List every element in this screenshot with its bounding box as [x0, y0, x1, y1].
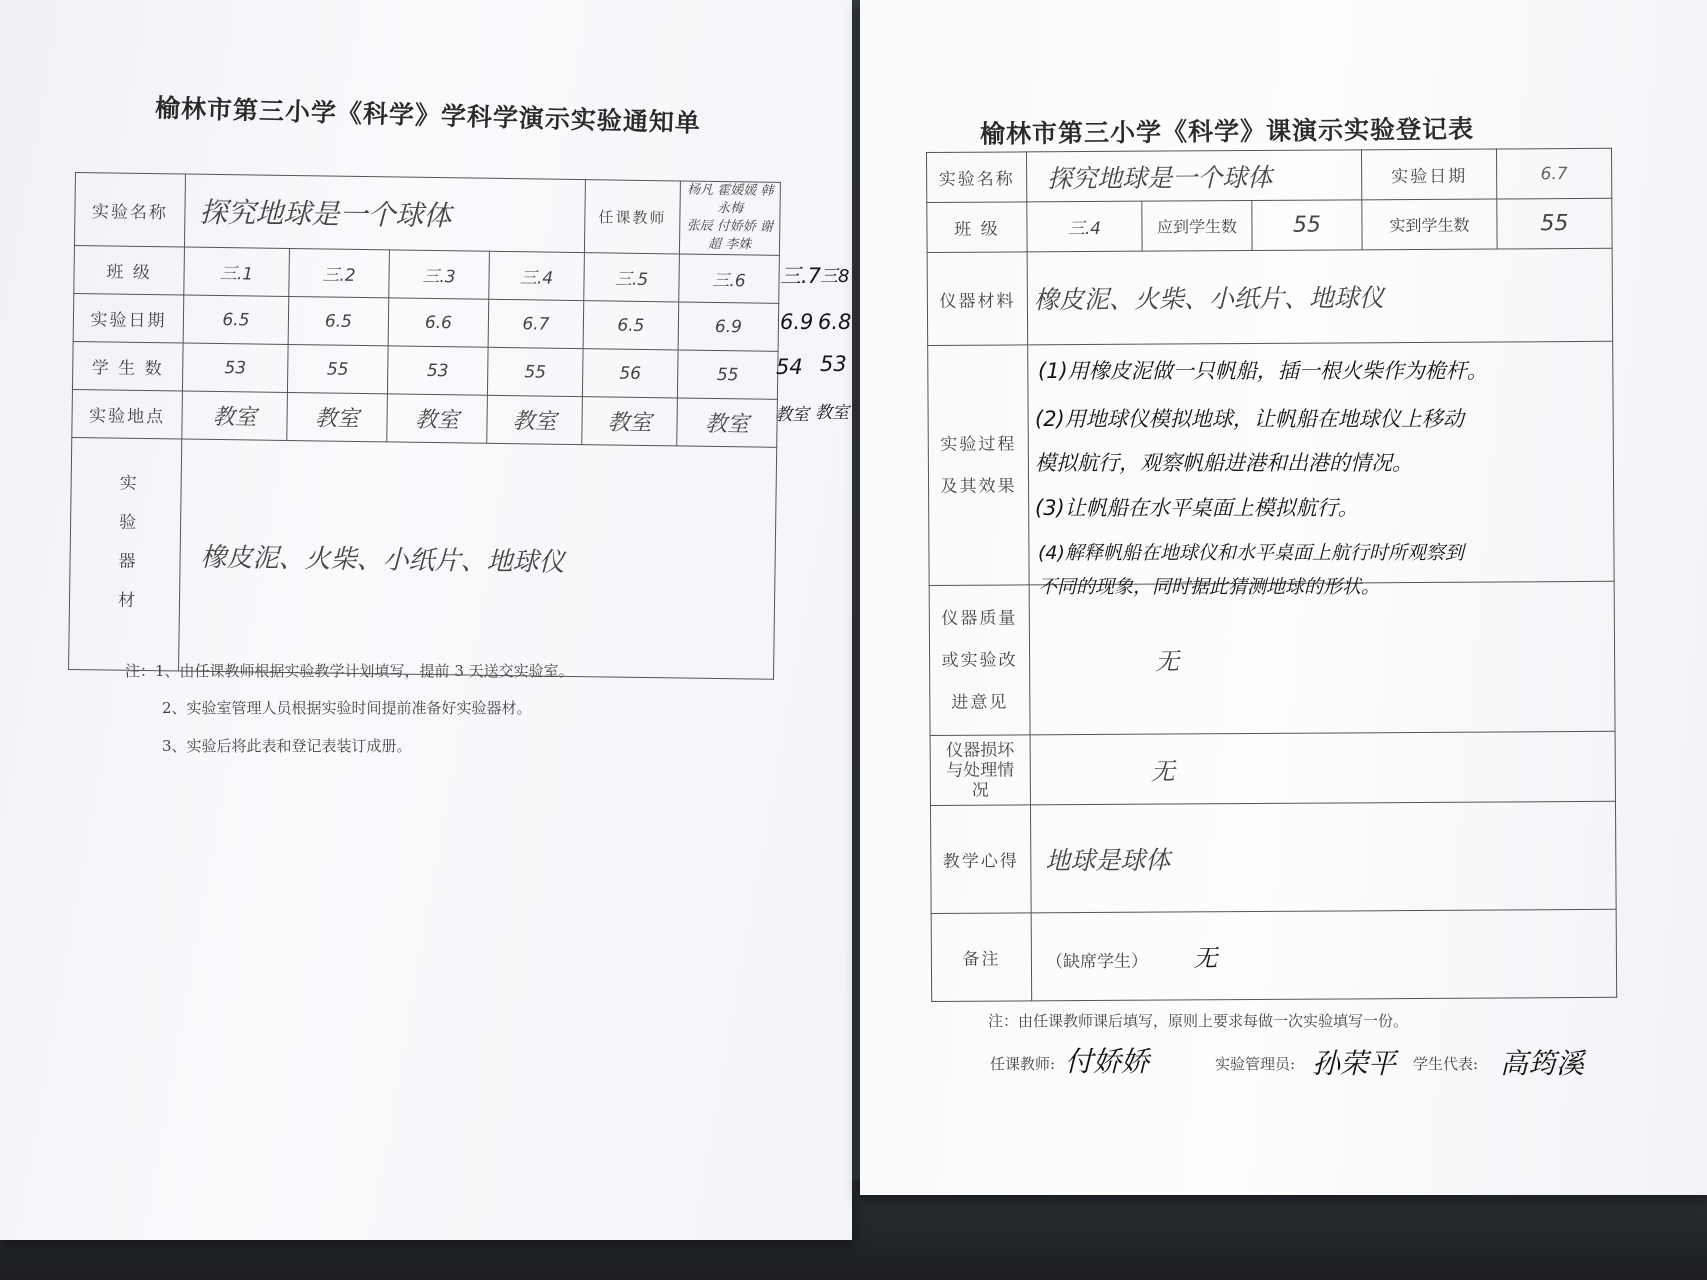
class-cell: 三.5: [584, 253, 680, 302]
experiment-name-value: 探究地球是一个球体: [184, 174, 585, 253]
label-students: 学 生 数: [72, 341, 183, 391]
label-process-line1: 实验过程: [940, 433, 1017, 455]
class-value: 三.6: [712, 270, 746, 292]
process-line-3: 模拟航行，观察帆船进港和出港的情况。: [1035, 451, 1413, 475]
place-cell: 教室: [287, 392, 388, 441]
place-cell: 教室: [487, 395, 583, 444]
class-cell: 三.2: [289, 249, 390, 298]
label-reflection: 教学心得: [930, 805, 1031, 914]
extra-class-7: 三.7: [780, 264, 822, 288]
students-cell: 53: [387, 346, 488, 395]
rep-sign-label: 学生代表:: [1413, 1055, 1479, 1073]
extra-class-8: 三8: [820, 266, 850, 287]
class-cell: 三.1: [184, 247, 290, 296]
damage-value: 无: [1030, 731, 1615, 805]
label-expected: 应到学生数: [1142, 201, 1252, 252]
extra-students-8: 53: [820, 352, 847, 376]
registration-footnote: 注：由任课教师课后填写，原则上要求每做一次实验填写一份。: [988, 1012, 1409, 1030]
notification-title: 榆林市第三小学《科学》学科学演示实验通知单: [154, 93, 702, 138]
process-line-5: (4)解释帆船在地球仪和水平桌面上航行时所观察到: [1038, 542, 1464, 564]
label-class: 班 级: [927, 202, 1027, 253]
label-equipment-cell: [69, 437, 182, 671]
teacher-names-line2: 张辰 付娇娇 谢超 李姝: [686, 218, 774, 253]
label-class: 班 级: [74, 245, 185, 295]
extra-date-8: 6.8: [818, 310, 852, 334]
date-cell: 6.6: [388, 298, 489, 347]
process-line-6: 不同的现象，同时据此猜测地球的形状。: [1038, 576, 1381, 598]
label-damage-cell: [930, 735, 1030, 806]
experiment-name-value: 探究地球是一个球体: [1027, 150, 1362, 202]
registration-title: 榆林市第三小学《科学》课演示实验登记表: [979, 114, 1475, 149]
label-experiment-name: 实验名称: [927, 152, 1027, 203]
label-process-cell: [928, 345, 1029, 586]
process-line-1: (1)用橡皮泥做一只帆船，插一根火柴作为桅杆。: [1038, 359, 1488, 383]
label-quality-cell: [929, 585, 1030, 736]
teacher-names-line1: 杨凡 霍媛媛 韩永梅: [687, 182, 774, 217]
class-cell: [679, 254, 780, 303]
label-process-line2: 及其效果: [940, 475, 1017, 497]
registration-sheet: [860, 0, 1707, 1195]
label-experiment-name: 实验名称: [74, 173, 185, 248]
admin-sign-label: 实验管理员:: [1215, 1055, 1296, 1073]
label-date: 实验日期: [1362, 149, 1497, 200]
reflection-value: 地球是球体: [1030, 801, 1616, 913]
place-cell: 教室: [582, 397, 678, 446]
label-teacher: 任课教师: [584, 180, 680, 254]
label-place: 实验地点: [72, 389, 183, 439]
class-cell: 三.4: [489, 251, 585, 300]
extra-date-7: 6.9: [780, 310, 814, 334]
label-actual: 实到学生数: [1362, 199, 1497, 250]
materials-value: 橡皮泥、火柴、小纸片、地球仪: [1027, 248, 1613, 345]
place-cell: 教室: [677, 398, 778, 447]
note-3: 3、实验后将此表和登记表装订成册。: [162, 737, 412, 755]
students-cell: 53: [182, 343, 288, 392]
equipment-value: 橡皮泥、火柴、小纸片、地球仪: [179, 439, 777, 679]
place-cell: 教室: [182, 391, 288, 440]
notification-table: [68, 172, 781, 680]
notification-sheet: [0, 0, 852, 1240]
label-quality-line3: 进意见: [951, 692, 1009, 713]
students-cell: 56: [582, 349, 678, 398]
rep-signature: 高筠溪: [1500, 1047, 1585, 1080]
label-remarks: 备注: [931, 913, 1032, 1002]
students-cell: 55: [487, 347, 583, 396]
date-cell: 6.7: [488, 299, 584, 348]
extra-place-8: 教室: [815, 403, 849, 423]
label-damage-line2: 与处理情: [946, 759, 1015, 781]
absent-value: 无: [1193, 944, 1218, 973]
students-cell: 55: [677, 350, 778, 399]
label-materials: 仪器材料: [927, 252, 1028, 346]
expected-value: 55: [1252, 200, 1362, 251]
teacher-signature: 付娇娇: [1065, 1045, 1150, 1078]
date-cell: 6.5: [183, 295, 289, 344]
students-cell: 55: [287, 344, 388, 393]
note-2: 2、实验室管理人员根据实验时间提前准备好实验器材。: [162, 699, 532, 717]
process-line-4: (3)让帆船在水平桌面上模拟航行。: [1035, 496, 1359, 520]
date-value: 6.7: [1497, 148, 1612, 199]
date-cell: 6.5: [288, 296, 389, 345]
teacher-sign-label: 任课教师:: [990, 1055, 1056, 1073]
extra-place-7: 教室: [775, 405, 809, 425]
quality-value: 无: [1029, 581, 1615, 735]
label-equipment: 实验器材: [113, 473, 136, 630]
class-cell: 三.3: [389, 250, 490, 299]
admin-signature: 孙荣平: [1312, 1047, 1397, 1080]
label-quality-line1: 仪器质量: [941, 607, 1018, 629]
label-quality-line2: 或实验改: [941, 649, 1018, 671]
remarks-cell: [1031, 909, 1617, 1001]
date-cell: 6.9: [678, 302, 779, 351]
class-value: 三.4: [1027, 201, 1142, 252]
place-cell: 教室: [387, 394, 488, 443]
process-line-2: (2)用地球仪模拟地球，让帆船在地球仪上移动: [1035, 407, 1464, 431]
absent-label: （缺席学生）: [1045, 951, 1149, 973]
teacher-names: [679, 181, 780, 255]
note-1: 注：1、由任课教师根据实验教学计划填写，提前 3 天送交实验室。: [125, 662, 574, 680]
label-date: 实验日期: [73, 293, 184, 343]
label-damage-line3: 况: [971, 780, 989, 801]
extra-students-7: 54: [776, 355, 803, 379]
date-cell: 6.5: [583, 301, 679, 350]
label-damage-line1: 仪器损坏: [946, 739, 1015, 761]
actual-value: 55: [1497, 198, 1612, 249]
